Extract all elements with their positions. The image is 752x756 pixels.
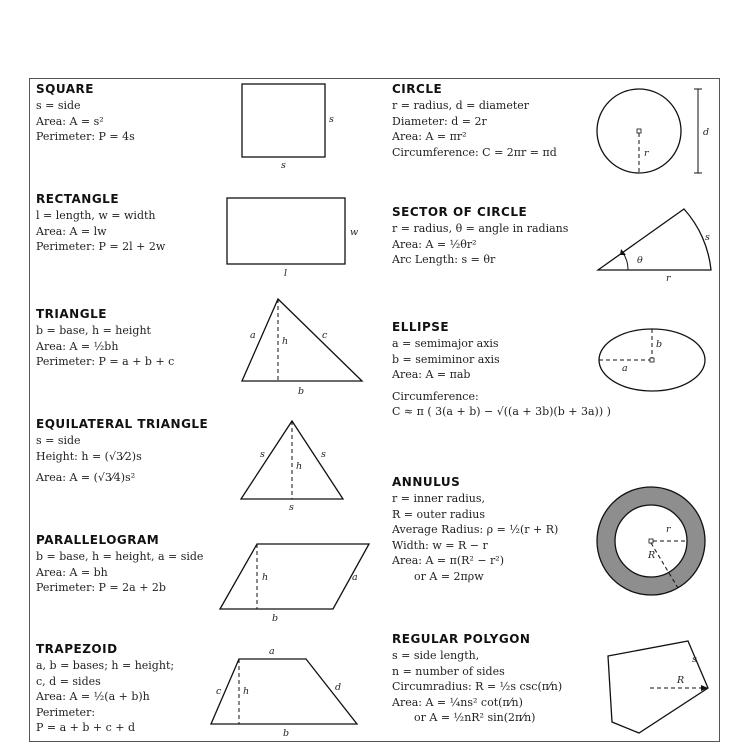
square-line: Area: A = s² (36, 114, 104, 128)
rectangle-width-label: w (350, 227, 359, 238)
polygon-diagram (602, 636, 717, 741)
equilateral-line: Height: h = (√3⁄2)s (36, 449, 142, 463)
polygon-title: REGULAR POLYGON (392, 632, 531, 646)
polygon-circumradius-label: R (677, 675, 685, 686)
equilateral-section (36, 417, 208, 486)
circle-title: CIRCLE (392, 82, 443, 96)
polygon-line: n = number of sides (392, 664, 505, 678)
parallelogram-shape (220, 544, 369, 609)
trapezoid-line: Area: A = ½(a + b)h (36, 690, 150, 703)
parallelogram-line: b = base, h = height, a = side (36, 550, 204, 563)
annulus-line: or A = 2πρw (414, 569, 484, 583)
equilateral-line: Area: A = (√3⁄4)s² (36, 471, 136, 484)
trapezoid-line: a, b = bases; h = height; (36, 659, 175, 672)
annulus-line: Area: A = π(R² − r²) (392, 554, 505, 567)
ellipse-diagram (594, 325, 714, 400)
parallelogram-title: PARALLELOGRAM (36, 533, 160, 547)
parallelogram-diagram (216, 540, 376, 625)
circle-section (392, 82, 557, 160)
sector-line: r = radius, θ = angle in radians (392, 222, 569, 235)
trapezoid-line: Perimeter: (36, 705, 96, 719)
equilateral-title: EQUILATERAL TRIANGLE (36, 417, 209, 431)
square-side-label: s (281, 160, 286, 171)
square-diagram (230, 80, 350, 170)
square-line: s = side (36, 99, 81, 112)
ellipse-semimajor-label: a (622, 363, 628, 374)
square-section (36, 82, 135, 145)
rectangle-diagram (220, 193, 370, 283)
trapezoid-line: P = a + b + c + d (36, 721, 136, 734)
sector-diagram (594, 204, 719, 284)
annulus-line: Average Radius: ρ = ½(r + R) (392, 523, 559, 536)
triangle-title: TRIANGLE (36, 307, 107, 321)
trapezoid-line: c, d = sides (36, 674, 101, 688)
trapezoid-diagram (205, 645, 365, 740)
ellipse-circumference-formula: C ≈ π ( 3(a + b) − √((a + 3b)(b + 3a)) ) (392, 405, 611, 418)
ellipse-title: ELLIPSE (392, 320, 450, 334)
triangle-line: Perimeter: P = a + b + c (36, 355, 175, 368)
rectangle-line: l = length, w = width (36, 209, 156, 222)
ellipse-line: b = semiminor axis (392, 352, 500, 366)
parallelogram-side-label: a (352, 572, 358, 583)
sector-section (392, 205, 568, 268)
rectangle-shape (227, 198, 345, 264)
sector-angle-label: θ (637, 255, 643, 266)
trapezoid-title: TRAPEZOID (36, 642, 118, 656)
polygon-line: or A = ½nR² sin(2π⁄n) (414, 711, 536, 724)
sector-title: SECTOR OF CIRCLE (392, 205, 528, 219)
triangle-height-label: h (282, 336, 289, 347)
equilateral-side-label: s (321, 449, 326, 460)
annulus-center (649, 539, 653, 543)
trapezoid-height-label: h (243, 686, 250, 697)
sector-arc-label: s (705, 232, 710, 243)
square-line: Perimeter: P = 4s (36, 130, 135, 143)
square-side-label: s (329, 114, 334, 125)
parallelogram-height-label: h (262, 572, 269, 583)
triangle-shape (242, 299, 362, 381)
ellipse-circumference-label: Circumference: (392, 389, 479, 403)
square-shape (242, 84, 325, 157)
circle-radius-label: r (644, 148, 649, 159)
annulus-outer-radius-label: R (648, 550, 656, 561)
triangle-base-label: b (298, 386, 305, 397)
rectangle-title: RECTANGLE (36, 192, 120, 206)
triangle-side-c-label: c (322, 330, 328, 341)
triangle-diagram (236, 296, 376, 396)
sector-radius-label: r (666, 273, 671, 284)
circle-line: r = radius, d = diameter (392, 99, 530, 112)
triangle-section (36, 307, 174, 370)
sector-line: Area: A = ½θr² (392, 237, 477, 251)
annulus-line: Width: w = R − r (392, 538, 488, 552)
equilateral-side-label: s (289, 502, 294, 513)
triangle-line: b = base, h = height (36, 324, 151, 337)
annulus-line: R = outer radius (392, 507, 485, 521)
annulus-inner-radius-label: r (666, 524, 671, 535)
circle-diagram (592, 88, 717, 178)
rectangle-line: Perimeter: P = 2l + 2w (36, 240, 166, 253)
equilateral-diagram (236, 417, 356, 517)
sector-shape (598, 209, 711, 270)
equilateral-side-label: s (260, 449, 265, 460)
circle-line: Diameter: d = 2r (392, 114, 487, 128)
parallelogram-section (36, 533, 203, 596)
polygon-side-label: s (692, 654, 697, 665)
polygon-section (392, 632, 562, 726)
sector-angle-arrow (620, 249, 626, 255)
annulus-title: ANNULUS (392, 475, 461, 489)
trapezoid-side-d-label: d (335, 682, 342, 693)
rectangle-section (36, 192, 165, 255)
rectangle-line: Area: A = lw (36, 224, 107, 238)
circle-line: Area: A = πr² (392, 130, 467, 143)
equilateral-height-label: h (296, 461, 303, 472)
trapezoid-base-label: b (283, 728, 290, 739)
circle-diameter-label: d (703, 127, 710, 138)
square-title: SQUARE (36, 82, 94, 96)
parallelogram-line: Perimeter: P = 2a + 2b (36, 581, 166, 594)
annulus-diagram (594, 484, 714, 604)
equilateral-line: s = side (36, 434, 81, 447)
polygon-line: Area: A = ¼ns² cot(π⁄n) (392, 695, 523, 709)
trapezoid-top-label: a (269, 646, 275, 657)
rectangle-length-label: l (284, 268, 288, 279)
polygon-line: Circumradius: R = ½s csc(π⁄n) (392, 680, 563, 693)
circle-center (637, 129, 641, 133)
ellipse-section (392, 320, 611, 420)
sector-angle-arc (623, 253, 628, 270)
annulus-section (392, 475, 558, 584)
circle-line: Circumference: C = 2πr = πd (392, 145, 557, 159)
ellipse-center (650, 358, 654, 362)
sector-line: Arc Length: s = θr (392, 253, 496, 266)
triangle-line: Area: A = ½bh (36, 339, 119, 353)
trapezoid-side-c-label: c (216, 686, 222, 697)
parallelogram-line: Area: A = bh (36, 565, 108, 579)
ellipse-line: a = semimajor axis (392, 337, 499, 350)
ellipse-semiminor-label: b (656, 339, 663, 350)
ellipse-line: Area: A = πab (392, 368, 471, 381)
polygon-line: s = side length, (392, 649, 480, 662)
triangle-side-a-label: a (250, 330, 256, 341)
trapezoid-section (36, 642, 174, 736)
parallelogram-base-label: b (272, 613, 279, 624)
annulus-line: r = inner radius, (392, 492, 486, 505)
